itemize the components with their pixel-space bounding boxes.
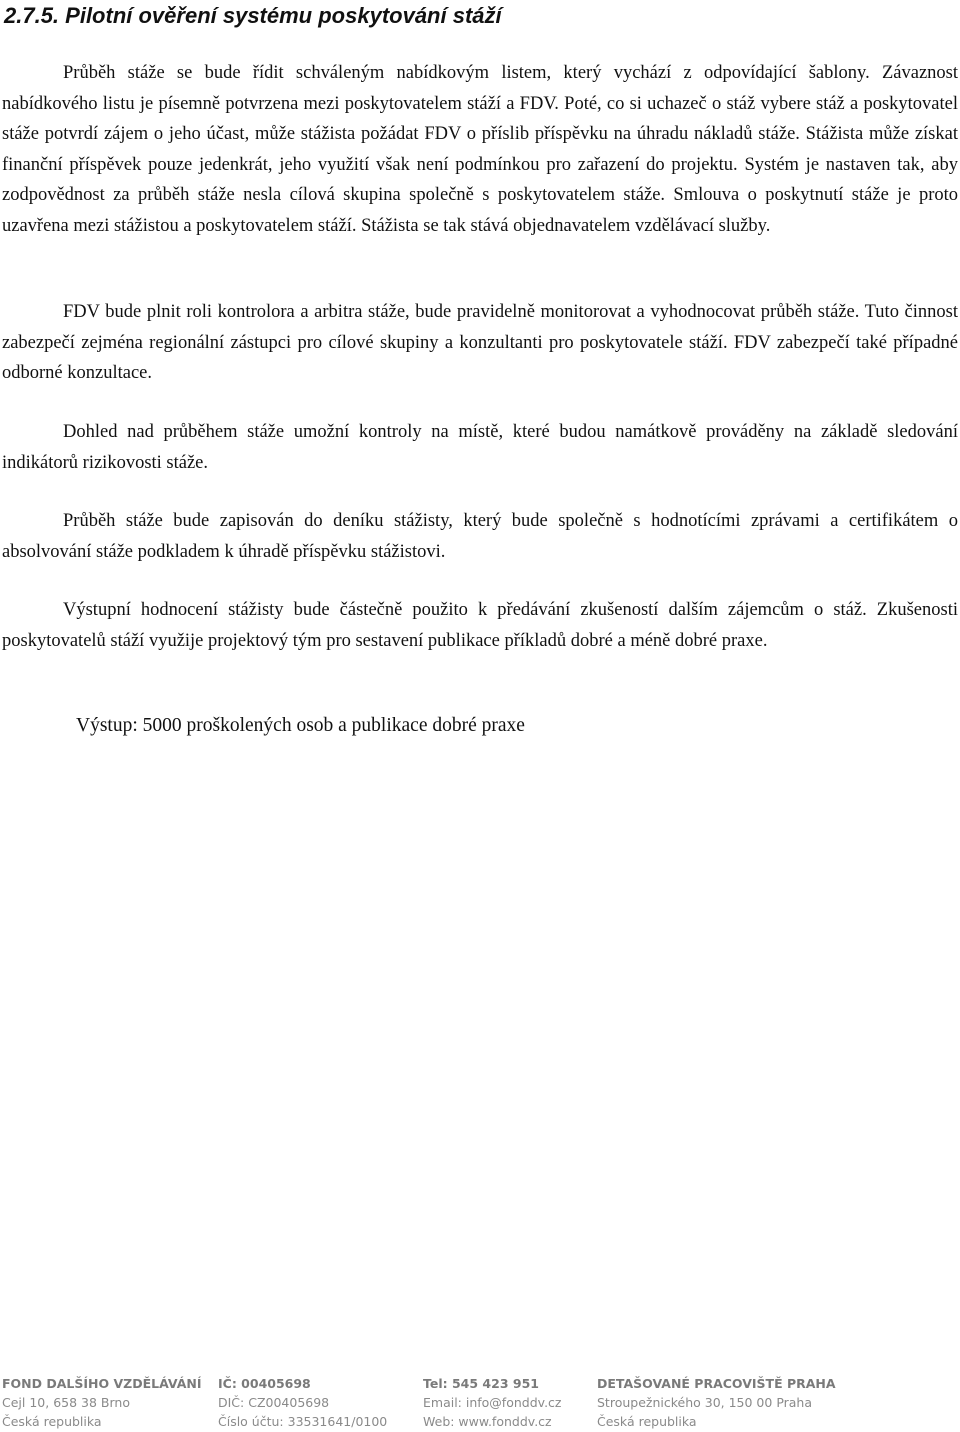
footer-web: Web: www.fonddv.cz (423, 1414, 552, 1429)
paragraph-fdv-role: FDV bude plnit roli kontrolora a arbitra stáže, bude pravidelně monitorovat a vyhodnocovat průběh stáže. Tuto činnost zabezpečí zejména regionální zástupci pro cílové skupiny a konzultanti pro poskytovatele stáží. FDV zabezpečí také případné odborné konzultace. (2, 302, 958, 383)
footer-org-name: FOND DALŠÍHO VZDĚLÁVÁNÍ (2, 1376, 202, 1391)
footer-email: Email: info@fonddv.cz (423, 1395, 562, 1410)
footer-ic: IČ: 00405698 (218, 1376, 311, 1391)
paragraph-internship-process: Průběh stáže se bude řídit schváleným nabídkovým listem, který vychází z odpovídající šablony. Závaznost nabídkového listu je písemně potvrzena mezi poskytovatelem stáží a FDV. Poté, co si uchazeč o stáž vybere stáž a poskytovatel stáže potvrdí zájem o jeho účast, může stážista požádat FDV o příslib příspěvku na úhradu nákladů stáže. Stážista může získat finanční příspěvek pouze jedenkrát, jeho využití však není podmínkou pro zařazení do projektu. Systém je nastaven tak, aby zodpovědnost za průběh stáže nesla cílová skupina společně s poskytovatelem stáže. Smlouva o poskytnutí stáže je proto uzavřena mezi stážistou a poskytovatelem stáží. Stážista se tak stává objednavatelem vzdělávací služby. (2, 63, 958, 236)
footer-account: Číslo účtu: 33531641/0100 (218, 1414, 388, 1429)
footer-org-address: Cejl 10, 658 38 Brno (2, 1395, 130, 1410)
paragraph-diary: Průběh stáže bude zapisován do deníku stážisty, který bude společně s hodnotícími zprávami a certifikátem o absolvování stáže podkladem k úhradě příspěvku stážistovi. (2, 511, 958, 562)
footer-identifiers (218, 1374, 387, 1431)
footer-branch-address: Stroupežnického 30, 150 00 Praha (597, 1395, 813, 1410)
footer-branch (597, 1374, 836, 1431)
output-statement: Výstup: 5000 proškolených osob a publikace dobré praxe (76, 715, 525, 736)
footer-contacts (423, 1374, 561, 1431)
footer-branch-country: Česká republika (597, 1414, 697, 1429)
footer-dic: DIČ: CZ00405698 (218, 1395, 330, 1410)
footer-organization (2, 1374, 202, 1431)
paragraph-evaluation: Výstupní hodnocení stážisty bude částečně použito k předávání zkušeností dalším zájemcům o stáž. Zkušenosti poskytovatelů stáží využije projektový tým pro sestavení publikace příkladů dobré a méně dobré praxe. (2, 600, 958, 651)
page-footer (0, 1374, 960, 1432)
paragraph-supervision: Dohled nad průběhem stáže umožní kontroly na místě, které budou namátkově prováděny na základě sledování indikátorů rizikovosti stáže. (2, 422, 958, 473)
footer-org-country: Česká republika (2, 1414, 102, 1429)
footer-phone: Tel: 545 423 951 (423, 1376, 539, 1391)
section-heading: 2.7.5. Pilotní ověření systému poskytování stáží (4, 3, 502, 28)
footer-branch-name: DETAŠOVANÉ PRACOVIŠTĚ PRAHA (597, 1376, 836, 1391)
